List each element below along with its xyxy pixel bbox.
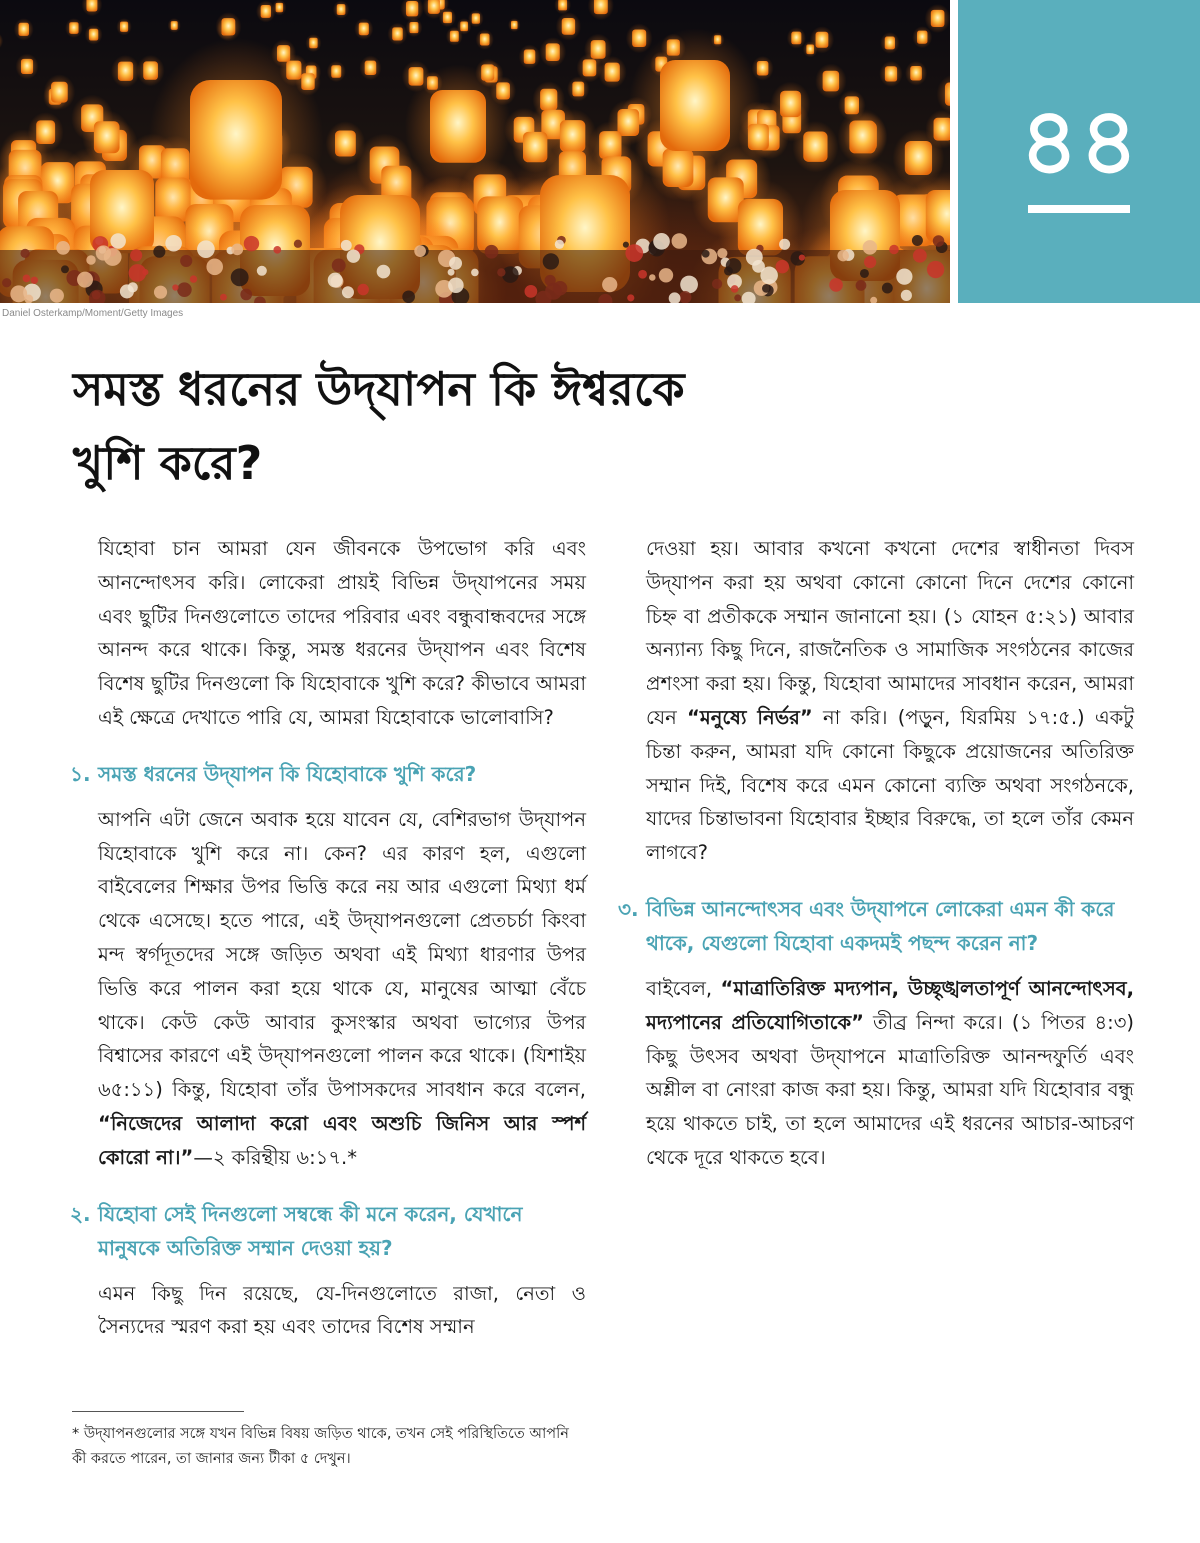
- lantern: [69, 22, 78, 34]
- question-1-heading: [70, 757, 586, 791]
- crowd-figure: [864, 256, 876, 268]
- lantern: [931, 10, 945, 27]
- crowd-figure: [448, 278, 464, 294]
- lantern: [335, 130, 356, 156]
- lantern: [359, 23, 369, 36]
- lantern: [120, 22, 128, 32]
- crowd-figure: [153, 246, 165, 258]
- photo-credit: Daniel Osterkamp/Moment/Getty Images: [2, 308, 184, 319]
- lantern: [632, 29, 646, 47]
- lantern: [261, 5, 271, 18]
- lantern: [143, 61, 158, 79]
- crowd-figure: [328, 273, 343, 288]
- question-1-number: ১.: [70, 761, 91, 786]
- crowd-figure: [625, 244, 643, 262]
- section-1-text-a: আপনি এটা জেনে অবাক হয়ে যাবেন যে, বেশিরভাগ উদ্‌যাপন যিহোবাকে খুশি করে না। কেন? এর কারণ হল, এগুলো বাইবেলের শিক্ষার উপর ভিত্তি করে নয় আর এগুলো মিথ্যা ধর্ম থেকে এসেছে। হতে পারে, এই উদ্‌যাপনগুলো প্রেতচর্চা কিংবা মন্দ স্বর্গদূতদের সঙ্গে জড়িত অথবা এই মিথ্যা ধারণার উপর ভিত্তি করে পালন করা হয়ে থাকে যে, মানুষের আত্মা বেঁচে থাকে। কেউ কেউ আবার কুসংস্কার অথবা ভাগ্যের উপর বিশ্বাসের কারণে এই উদ্‌যাপনগুলো পালন করে থাকে। (যিশাইয় ৬৫:১১) কিন্তু, যিহোবা তাঁর উপাসকদের সাবধান করে বলেন,: [98, 807, 586, 1102]
- lantern: [472, 13, 480, 23]
- lantern: [816, 32, 829, 48]
- lantern: [410, 22, 419, 33]
- lantern: [562, 18, 575, 35]
- crowd-figure: [56, 241, 70, 255]
- lesson-number-underline: [1028, 205, 1130, 213]
- footnote-divider: [72, 1411, 244, 1412]
- crowd-figure: [154, 286, 167, 299]
- hero-photo: [0, 0, 950, 303]
- lantern: [428, 0, 440, 14]
- lantern: [823, 71, 840, 92]
- crowd-figure: [901, 290, 912, 301]
- crowd-figure: [128, 282, 138, 292]
- section-3-paragraph: [646, 972, 1134, 1175]
- lantern: [480, 34, 490, 46]
- crowd-figure: [485, 245, 499, 259]
- crowd-figure: [220, 294, 227, 301]
- crowd-figure: [414, 245, 426, 257]
- lantern: [276, 3, 283, 12]
- crowd-figure: [680, 276, 698, 294]
- crowd-figure: [197, 240, 215, 258]
- crowd-figure: [555, 240, 564, 249]
- crowd-figure: [20, 249, 29, 258]
- lantern: [546, 43, 560, 61]
- crowd-figure: [165, 235, 182, 252]
- crowd-figure: [712, 279, 722, 289]
- crowd-figure: [448, 269, 455, 276]
- lantern: [190, 80, 282, 200]
- lantern: [392, 27, 403, 40]
- lantern: [89, 29, 98, 41]
- lantern: [591, 40, 606, 59]
- crowd-figure: [638, 270, 647, 279]
- crowd-figure: [190, 275, 197, 282]
- right-column: [618, 532, 1134, 1175]
- crowd-figure: [77, 272, 93, 288]
- lantern: [660, 60, 730, 151]
- lantern: [910, 66, 922, 81]
- crowd-figure: [180, 255, 192, 267]
- crowd-figure: [927, 261, 944, 278]
- lantern: [605, 63, 620, 82]
- crowd-figure: [231, 244, 243, 256]
- lantern: [86, 0, 97, 11]
- crowd-figure: [357, 284, 369, 296]
- crowd-figure: [347, 249, 360, 262]
- lantern: [337, 4, 346, 15]
- intro-paragraph: যিহোবা চান আমরা যেন জীবনকে উপভোগ করি এবং আনন্দোৎসব করি। লোকেরা প্রায়ই বিভিন্ন উদ্‌যাপনের সময় এবং ছুটির দিনগুলোতে তাদের পরিবার এবং বন্ধুবান্ধবদের সঙ্গে আনন্দ করে থাকে। কিন্তু, সমস্ত ধরনের উদ্‌যাপন এবং বিশেষ বিশেষ ছুটির দিনগুলো কি যিহোবাকে খুশি করে? কীভাবে আমরা এই ক্ষেত্রে দেখাতে পারি যে, আমরা যিহোবাকে ভালোবাসি?: [98, 537, 586, 729]
- crowd-figure: [449, 257, 462, 270]
- lantern: [221, 18, 235, 35]
- lantern: [572, 82, 584, 97]
- lantern-glow: [0, 32, 3, 50]
- crowd-figure: [104, 248, 122, 266]
- section-2-text-a: দেওয়া হয়। আবার কখনো কখনো দেশের স্বাধীনতা দিবস উদ্‌যাপন করা হয় অথবা কোনো কোনো দিনে দেশের কোনো চিহ্ন বা প্রতীককে সম্মান জানানো হয়। (১ যোহন ৫:২১) আবার অন্যান্য কিছু দিনে, রাজনৈতিক ও সামাজিক সংগঠনের কাজের প্রশংসা করা হয়। কিন্তু, যিহোবা আমাদের সাবধান করেন, আমরা যেন: [646, 537, 1134, 729]
- crowd-figure: [653, 233, 670, 250]
- crowd-figure: [50, 289, 64, 303]
- crowd-figure: [863, 240, 878, 255]
- lantern: [51, 82, 68, 103]
- crowd-figure: [332, 258, 346, 272]
- page-title: সমস্ত ধরনের উদ্‌যাপন কি ঈশ্বরকে খুশি করে?: [73, 362, 685, 490]
- section-2-paragraph-start: এমন কিছু দিন রয়েছে, যে-দিনগুলোতে রাজা, নেতা ও সৈন্যদের স্মরণ করা হয় এবং তাদের বিশেষ সম্মান: [98, 1281, 586, 1339]
- crowd-figure: [776, 260, 789, 273]
- left-column: [70, 532, 586, 1344]
- question-2-number: ২.: [70, 1201, 91, 1226]
- question-2-heading: [70, 1197, 586, 1265]
- crowd-figure: [829, 278, 843, 292]
- lantern: [331, 65, 341, 77]
- crowd-figure: [913, 249, 927, 263]
- crowd-figure: [231, 268, 249, 286]
- footnote: * উদ্‌যাপনগুলোর সঙ্গে যখন বিভিন্ন বিষয় জড়িত থাকে, তখন সেই পরিস্থিতিতে আপনি কী করতে পারেন, তা জানার জন্য টীকা ৫ দেখুন।: [72, 1426, 569, 1467]
- question-2-text: যিহোবা সেই দিনগুলো সম্বন্ধে কী মনে করেন, যেখানে মানুষকে অতিরিক্ত সম্মান দেওয়া হয়?: [98, 1201, 523, 1260]
- crowd-figure: [933, 235, 945, 247]
- crowd-figure: [896, 269, 912, 285]
- lantern: [524, 50, 536, 64]
- section-3-text-a: বাইবেল,: [646, 976, 721, 1000]
- crowd-figure: [659, 268, 673, 282]
- section-3-quote: “মাত্রাতিরিক্ত মদ্যপান, উচ্ছৃঙ্খলতাপূর্ণ আনন্দোৎসব, মদ্যপানের প্রতিযোগিতাকে”: [646, 976, 1134, 1034]
- crowd-figure: [110, 233, 125, 248]
- lantern: [757, 61, 769, 75]
- section-3-text-b: তীব্র নিন্দা করে। (১ পিতর ৪:৩) কিছু উৎসব অথবা উদ্‌যাপনে মাত্রাতিরিক্ত আনন্দফুর্তি এবং অশ্লীল বা নোংরা কাজ করা হয়। কিন্তু, আমরা যদি যিহোবার বন্ধু হয়ে থাকতে চাই, তা হলে আমাদের এই ধরনের আচার-আচরণ থেকে দূরে থাকতে হবে।: [646, 1010, 1134, 1169]
- lantern: [443, 12, 452, 23]
- crowd-figure: [543, 253, 559, 269]
- lantern: [594, 0, 608, 14]
- crowd-figure: [342, 286, 354, 298]
- crowd-figure: [799, 254, 805, 260]
- crowd-figure: [837, 250, 848, 261]
- section-2-text-b: না করি। (পড়ুন, যিরমিয় ১৭:৫.) একটু চিন্তা করুন, আমরা যদি কোনো কিছুকে প্রয়োজনের অতিরিক্ত সম্মান দিই, বিশেষ করে এমন কোনো ব্যক্তি অথবা সংগঠনকে, যাদের চিন্তাভাবনা যিহোবার ইচ্ছার বিরুদ্ধে, তা হলে তাঁর কেমন লাগবে?: [646, 705, 1134, 865]
- lantern: [309, 38, 317, 49]
- crowd-figure: [377, 265, 391, 279]
- crowd-figure: [130, 249, 142, 261]
- lantern: [365, 61, 377, 75]
- crowd-figure: [860, 269, 869, 278]
- lantern: [118, 62, 133, 81]
- crowd-figure: [471, 269, 479, 277]
- crowd-figure: [294, 240, 302, 248]
- lantern: [917, 31, 927, 44]
- lantern: [511, 21, 518, 29]
- lantern: [430, 90, 486, 163]
- lantern: [558, 0, 567, 10]
- crowd-figure: [23, 275, 31, 283]
- lantern: [780, 91, 801, 117]
- crowd-figure: [856, 280, 867, 291]
- question-3-text: বিভিন্ন আনন্দোৎসব এবং উদ্‌যাপনে লোকেরা এমন কী করে থাকে, যেগুলো যিহোবা একদমই পছন্দ করেন না?: [646, 896, 1115, 955]
- crowd-figure: [31, 277, 38, 284]
- lantern: [19, 23, 29, 36]
- section-1-paragraph: [98, 803, 586, 1175]
- crowd-figure: [912, 235, 923, 246]
- lantern: [885, 66, 897, 81]
- crowd-figure: [649, 274, 656, 281]
- section-1-text-b: —২ করিন্থীয় ৬:১৭.*: [193, 1145, 357, 1169]
- lantern-illustration: [0, 0, 950, 303]
- section-2-paragraph-continued: [646, 532, 1134, 870]
- crowd-figure: [779, 239, 790, 250]
- crowd-figure: [240, 289, 252, 301]
- lantern: [945, 83, 950, 106]
- lantern: [849, 120, 875, 153]
- crowd-figure: [525, 285, 538, 298]
- lantern: [450, 31, 459, 42]
- crowd-figure: [717, 248, 727, 258]
- crowd-figure: [402, 290, 415, 303]
- crowd-figure: [760, 267, 778, 285]
- crowd-figure: [627, 294, 634, 301]
- crowd-figure: [672, 233, 688, 249]
- lantern: [791, 32, 801, 45]
- crowd-figure: [2, 278, 11, 287]
- lantern: [885, 37, 895, 50]
- crowd-figure: [726, 258, 742, 274]
- lantern: [803, 132, 827, 162]
- crowd-figure: [889, 245, 899, 255]
- crowd-figure: [553, 281, 567, 295]
- crowd-figure: [61, 265, 69, 273]
- lantern: [460, 21, 468, 31]
- crowd-figure: [172, 284, 178, 290]
- crowd-figure: [497, 268, 505, 276]
- crowd-figure: [177, 282, 192, 297]
- crowd-figure: [341, 240, 352, 251]
- crowd-figure: [86, 255, 95, 264]
- crowd-figure: [10, 285, 27, 302]
- crowd-figure: [734, 294, 741, 301]
- lesson-number: ৪৪: [1019, 88, 1139, 195]
- crowd-figure: [679, 291, 691, 303]
- crowd-figure: [746, 249, 763, 266]
- crowd-figure: [602, 277, 617, 292]
- crowd-figure: [731, 285, 739, 293]
- lesson-number-box: [958, 0, 1200, 303]
- crowd-figure: [129, 264, 147, 282]
- crowd-figure: [273, 246, 281, 254]
- crowd-figure: [206, 259, 223, 276]
- question-3-number: ৩.: [618, 896, 639, 921]
- crowd-figure: [882, 283, 893, 294]
- question-1-text: সমস্ত ধরনের উদ্‌যাপন কি যিহোবাকে খুশি করে?: [98, 761, 477, 786]
- lantern: [905, 141, 932, 175]
- crowd-figure: [702, 250, 710, 258]
- section-2-quote: “মনুষ্যে নির্ভর”: [687, 705, 813, 729]
- crowd-figure: [257, 266, 267, 276]
- lantern: [171, 21, 178, 30]
- section-1-quote: “নিজেদের আলাদা করো এবং অশুচি জিনিস আর স্পর্শ কোরো না।”: [98, 1111, 586, 1169]
- crowd-figure: [762, 284, 771, 293]
- lantern: [406, 1, 418, 16]
- crowd-figure: [244, 236, 259, 251]
- question-3-heading: [618, 892, 1134, 960]
- lantern: [21, 59, 33, 74]
